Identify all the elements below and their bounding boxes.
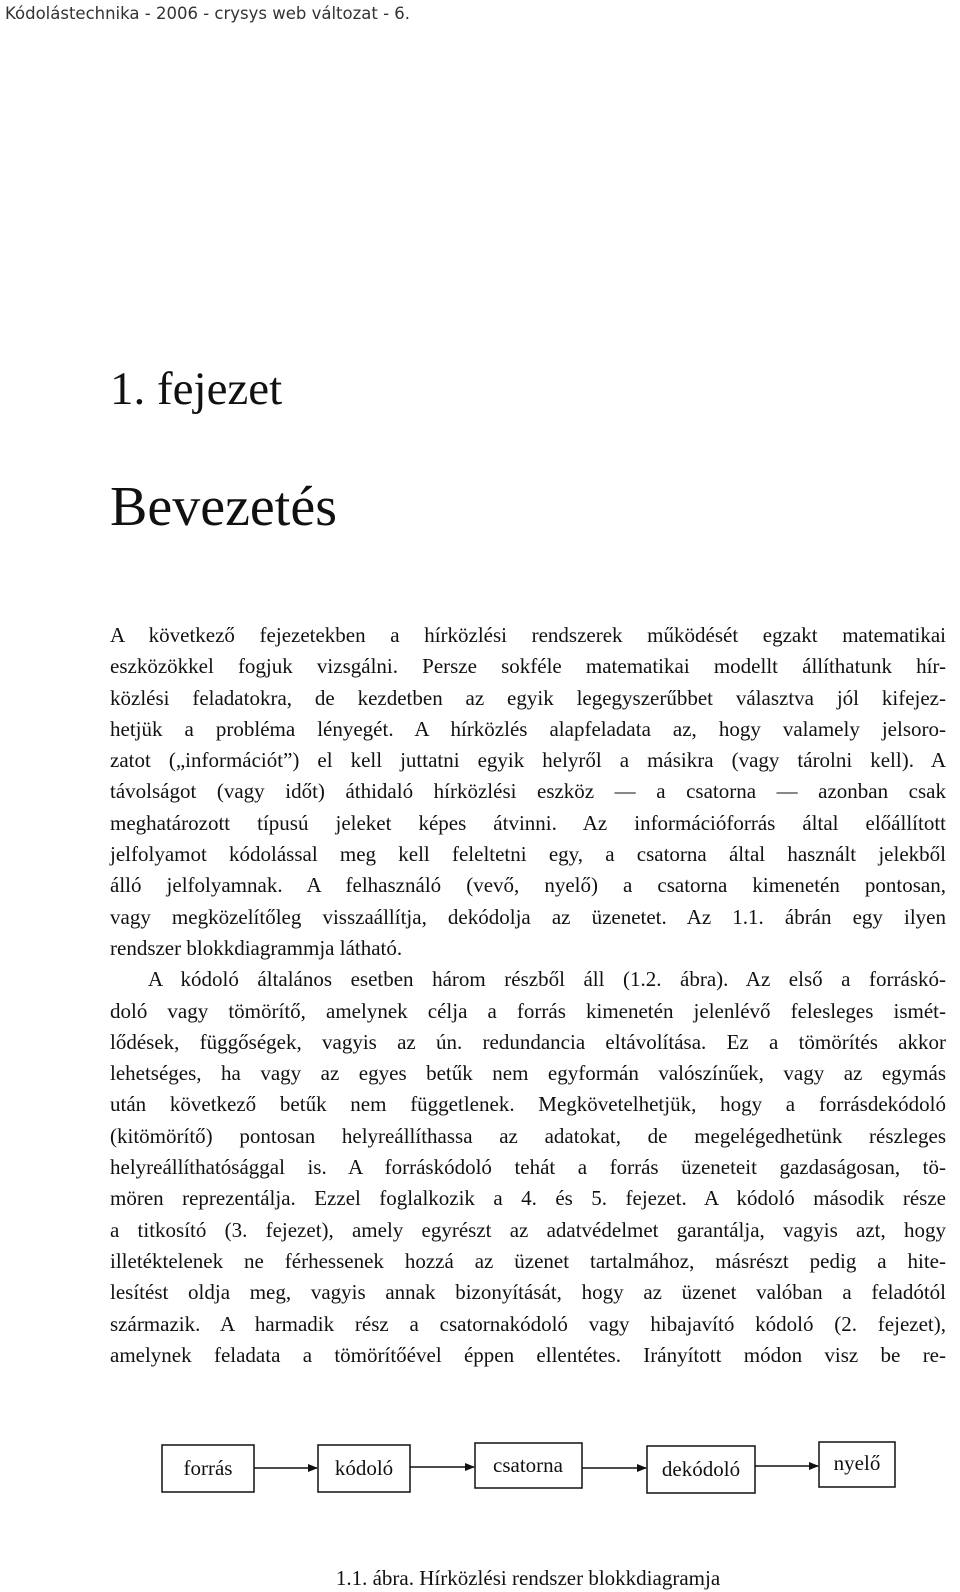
block-source-label: forrás	[183, 1456, 233, 1480]
text-line: álló jelfolyamnak. A felhasználó (vevő, nyelő) a csatorna kimenetén pontosan,	[110, 873, 946, 898]
text-line: A kódoló általános esetben három részből áll (1.2. ábra). Az első a forráskó-	[148, 967, 946, 992]
text-line: rendszer blokkdiagrammja látható.	[110, 935, 403, 960]
text-line: lődések, függőségek, vagyis az ún. redundancia eltávolítása. Ez a tömörítés akkor	[110, 1029, 946, 1054]
block-diagram-svg	[0, 1430, 960, 1510]
text-line: származik. A harmadik rész a csatornakódoló vagy hibajavító kódoló (2. fejezet),	[110, 1311, 946, 1336]
block-encoder-label: kódoló	[334, 1456, 394, 1480]
text-line: helyreállíthatósággal is. A forráskódoló tehát a forrás üzeneteit gazdaságosan, tö-	[110, 1155, 946, 1180]
text-line: mören reprezentálja. Ezzel foglalkozik a 4. és 5. fejezet. A kódoló második része	[110, 1186, 946, 1211]
chapter-title: Bevezetés	[110, 476, 337, 538]
block-decoder-label: dekódoló	[661, 1457, 741, 1481]
text-line: vagy megközelítőleg visszaállítja, dekódolja az üzenetet. Az 1.1. ábrán egy ilyen	[110, 904, 946, 929]
figure-caption: 1.1. ábra. Hírközlési rendszer blokkdiagramja	[335, 1566, 721, 1590]
text-line: illetéktelenek ne férhessenek hozzá az üzenet tartalmához, másrészt pedig a hite-	[110, 1248, 946, 1273]
block-channel-label: csatorna	[493, 1453, 563, 1477]
text-line: távolságot (vagy időt) áthidaló hírközlési eszköz — a csatorna — azonban csak	[110, 779, 946, 804]
chapter-number: 1. fejezet	[110, 363, 283, 415]
text-line: zatot („információt”) el kell juttatni egyik helyről a másikra (vagy tárolni kell). A	[110, 748, 946, 773]
block-diagram	[0, 1430, 960, 1510]
text-line: doló vagy tömörítő, amelynek célja a forrás kimenetén jelenlévő felesleges ismét-	[110, 998, 946, 1023]
text-line: meghatározott típusú jeleket képes átvinni. Az információforrás által előállított	[110, 810, 946, 835]
text-line: lesítést oldja meg, vagyis annak bizonyítását, hogy az üzenet valóban a feladótól	[110, 1280, 946, 1305]
body-text	[110, 620, 946, 1371]
text-line: lehetséges, ha vagy az egyes betűk nem egyformán valószínűek, vagy az egymás	[110, 1061, 946, 1086]
text-line: (kitömörítő) pontosan helyreállíthassa az adatokat, de megelégedhetünk részleges	[110, 1123, 946, 1148]
text-line: jelfolyamot kódolással meg kell feleltetni egy, a csatorna által használt jelekből	[110, 842, 946, 867]
text-line: amelynek feladata a tömörítőével éppen ellentétes. Irányított módon visz be re-	[110, 1342, 946, 1367]
running-header: Kódolástechnika - 2006 - crysys web változat - 6.	[5, 4, 411, 23]
text-line: hetjük a probléma lényegét. A hírközlés alapfeladata az, hogy valamely jelsoro-	[110, 716, 946, 741]
text-line: a titkosító (3. fejezet), amely egyrészt az adatvédelmet garantálja, vagyis azt, hogy	[110, 1217, 946, 1242]
text-line: A következő fejezetekben a hírközlési rendszerek működését egzakt matematikai	[110, 623, 946, 647]
text-line: eszközökkel fogjuk vizsgálni. Persze sokféle matematikai modellt állíthatunk hír-	[110, 654, 946, 679]
block-sink-label: nyelő	[833, 1451, 881, 1475]
text-line: közlési feladatokra, de kezdetben az egyik legegyszerűbbet választva jól kifejez-	[110, 685, 946, 710]
text-line: után következő betűk nem függetlenek. Megkövetelhetjük, hogy a forrásdekódoló	[110, 1092, 946, 1117]
